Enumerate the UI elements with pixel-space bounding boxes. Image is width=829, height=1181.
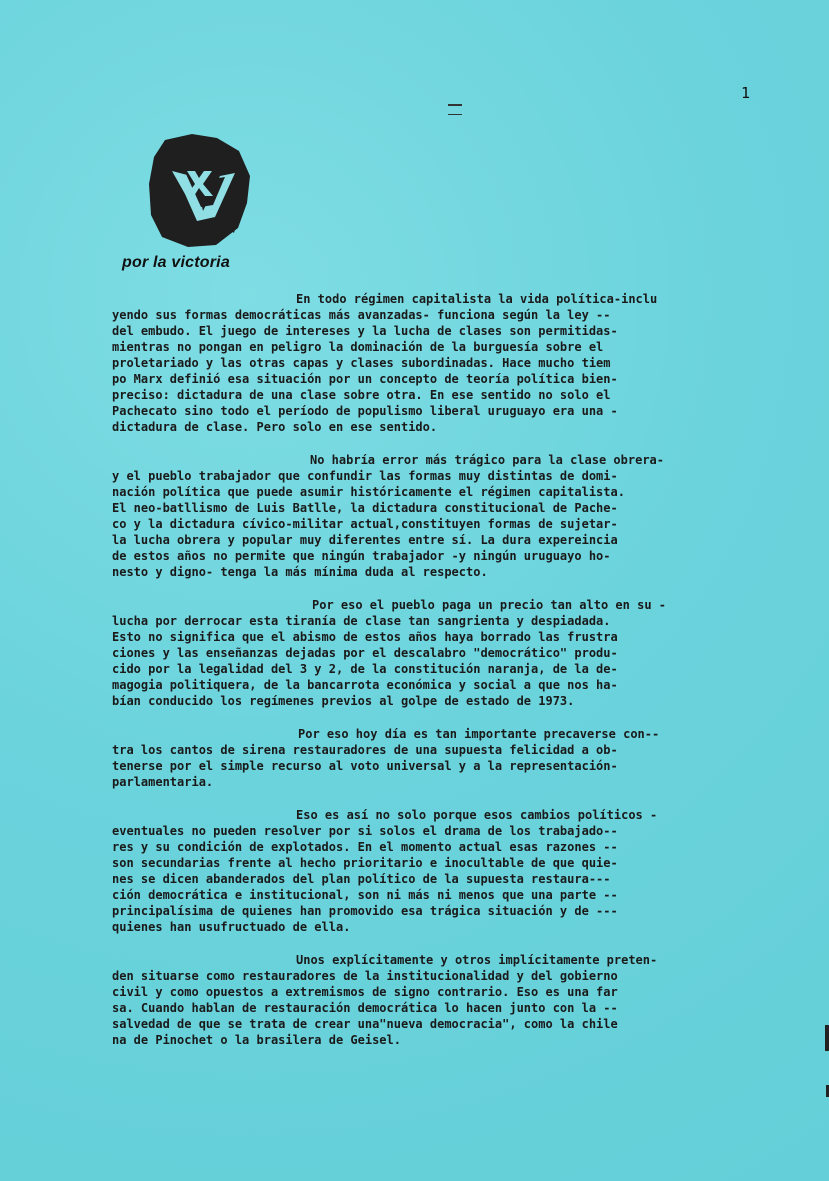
paragraph-3-line-7: bían conducido los regímenes previos al golpe de estado de 1973. [112,694,575,708]
paragraph-2-line-4: El neo-batllismo de Luis Batlle, la dictadura constitucional de Pache- [112,501,618,515]
paragraph-5-line-2: eventuales no pueden resolver por si solos el drama de los trabajado-- [112,824,618,838]
paragraph-3-line-5: cido por la legalidad del 3 y 2, de la constitución naranja, de la de- [112,662,618,676]
paragraph-6-line-4: sa. Cuando hablan de restauración democrática lo hacen junto con la -- [112,1001,618,1015]
paragraph-1-line-7: preciso: dictadura de una clase sobre otra. En ese sentido no solo el [112,388,611,402]
paragraph-2-line-3: nación política que puede asumir históricamente el régimen capitalista. [112,485,625,499]
paragraph-2-line-2: y el pueblo trabajador que confundir las formas muy distintas de domi- [112,469,618,483]
paragraph-4-line-1: Por eso hoy día es tan importante precaverse con-- [298,727,660,741]
paragraph-5-line-6: ción democrática e institucional, son ni más ni menos que una parte -- [112,888,618,902]
paragraph-2-line-8: nesto y digno- tenga la más mínima duda al respecto. [112,565,488,579]
paragraph-5-line-8: quienes han usufructuado de ella. [112,920,351,934]
paragraph-2-line-6: la lucha obrera y popular muy diferentes entre sí. La dura expereincia [112,533,618,547]
paragraph-6-line-5: salvedad de que se trata de crear una"nueva democracia", como la chile [112,1017,618,1031]
paragraph-4-line-4: parlamentaria. [112,775,214,789]
paragraph-4 [112,726,757,790]
paragraph-6-line-6: na de Pinochet o la brasilera de Geisel. [112,1033,401,1047]
paragraph-3-line-4: ciones y las enseñanzas dejadas por el descalabro "democrático" produ- [112,646,618,660]
paragraph-6-line-2: den situarse como restauradores de la institucionalidad y del gobierno [112,969,618,983]
paragraph-1-line-8: Pachecato sino todo el período de populismo liberal uruguayo era una - [112,404,618,418]
paragraph-3-line-1: Por eso el pueblo paga un precio tan alto en su - [312,598,667,612]
paragraph-6-line-3: civil y como opuestos a extremismos de signo contrario. Eso es una far [112,985,618,999]
paragraph-5 [112,807,757,935]
paragraph-1-line-4: mientras no pongan en peligro la dominación de la burguesía sobre el [112,340,604,354]
paragraph-2-line-7: de estos años no permite que ningún trabajador -y ningún uruguayo ho- [112,549,611,563]
paragraph-5-line-7: principalísima de quienes han promovido esa trágica situación y de --- [112,904,618,918]
paragraph-1-line-9: dictadura de clase. Pero solo en ese sentido. [112,420,438,434]
paragraph-5-line-3: res y su condición de explotados. En el momento actual esas razones -- [112,840,618,854]
paragraph-3-line-3: Esto no significa que el abismo de estos años haya borrado las frustra [112,630,618,644]
scan-mark [448,104,462,115]
paragraph-2-line-5: co y la dictadura cívico-militar actual,constituyen formas de sujetar- [112,517,618,531]
page-number: 1 [741,84,751,102]
paragraph-5-line-5: nes se dicen abanderados del plan político de la supuesta restaura--- [112,872,611,886]
paragraph-5-line-1: Eso es así no solo porque esos cambios políticos - [296,808,658,822]
paragraph-1-line-1: En todo régimen capitalista la vida política-inclu [296,292,658,306]
paragraph-5-line-4: son secundarias frente al hecho prioritario e inocultable de que quie- [112,856,618,870]
paragraph-3 [112,597,757,709]
paragraph-1-line-6: po Marx definió esa situación por un concepto de teoría política bien- [112,372,618,386]
paragraph-1 [112,291,757,435]
paragraph-2-line-1: No habría error más trágico para la clase obrera- [310,453,665,467]
page-edge-mark [825,1025,829,1051]
paragraph-6 [112,952,757,1048]
paragraph-2 [112,452,757,580]
paragraph-4-line-3: tenerse por el simple recurso al voto universal y a la representación- [112,759,618,773]
paragraph-1-line-3: del embudo. El juego de intereses y la lucha de clases son permitidas- [112,324,618,338]
paragraph-6-line-1: Unos explícitamente y otros implícitamente preten- [296,953,658,967]
paragraph-4-line-2: tra los cantos de sirena restauradores de una supuesta felicidad a ob- [112,743,618,757]
logo-tagline: por la victoria [122,254,230,271]
paragraph-3-line-2: lucha por derrocar esta tiranía de clase tan sangrienta y despiadada. [112,614,611,628]
xv-logo-icon [146,133,254,248]
document-text [112,291,757,1065]
paragraph-3-line-6: magogia politiquera, de la bancarrota económica y social a que nos ha- [112,678,618,692]
paragraph-1-line-2: yendo sus formas democráticas más avanzadas- funciona según la ley -- [112,308,611,322]
paragraph-1-line-5: proletariado y las otras capas y clases subordinadas. Hace mucho tiem [112,356,611,370]
